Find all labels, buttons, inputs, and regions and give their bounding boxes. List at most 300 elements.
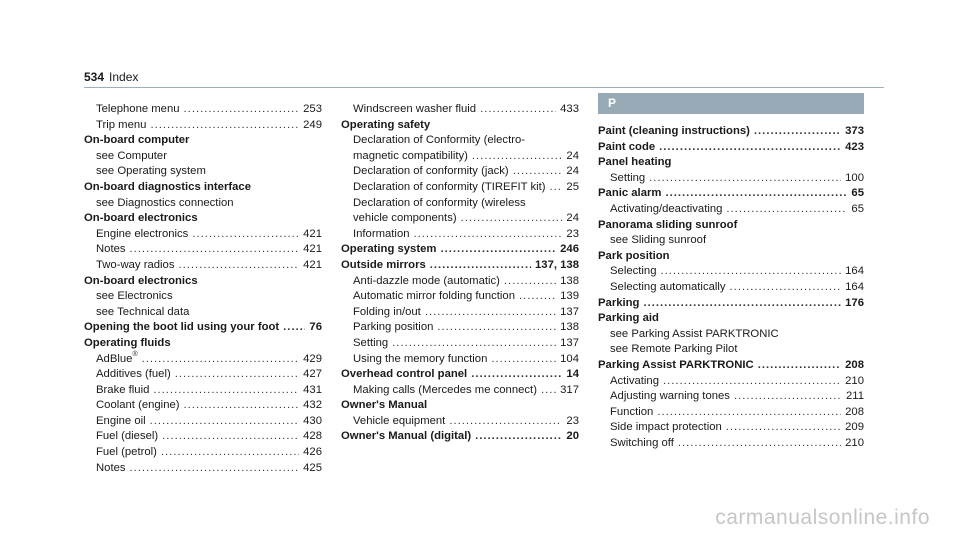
entry-text [96, 352, 138, 368]
page-reference[interactable]: 249 [303, 118, 322, 131]
dot-leader [150, 118, 299, 134]
entry-text [353, 336, 388, 352]
entry-label: Two-way radios [96, 258, 175, 271]
index-subentry [84, 429, 322, 445]
entry-label: see Electronics [96, 290, 173, 303]
page-reference[interactable]: 65 [851, 202, 864, 215]
index-entry-heading [598, 296, 864, 312]
entry-label: Anti-dazzle mode (automatic) [353, 274, 500, 287]
index-entries [598, 124, 864, 451]
dot-leader [392, 336, 556, 352]
index-entry-heading [598, 124, 864, 140]
index-subentry [84, 289, 322, 305]
dot-leader [162, 429, 299, 445]
dot-leader [130, 242, 300, 258]
entry-label: Panic alarm [598, 187, 662, 200]
entry-text [353, 305, 421, 321]
index-subentry [341, 149, 579, 165]
dot-leader [471, 367, 562, 383]
entry-label: vehicle components) [353, 212, 457, 225]
entry-text [96, 398, 180, 414]
page-reference[interactable]: 432 [303, 399, 322, 412]
index-subentry [84, 164, 322, 180]
index-entry-heading [84, 133, 322, 149]
index-column-1 [84, 102, 322, 476]
index-subentry [341, 133, 579, 149]
entry-text [84, 274, 198, 290]
index-subentry [341, 289, 579, 305]
page-reference[interactable]: 209 [845, 421, 864, 434]
dot-leader [142, 352, 300, 368]
entry-text [84, 336, 171, 352]
entry-label: Parking position [353, 321, 434, 334]
dot-leader [519, 289, 556, 305]
entry-text [96, 196, 234, 212]
entry-label: Declaration of Conformity (electro- [353, 134, 526, 147]
dot-leader [734, 389, 842, 405]
entry-text [353, 149, 468, 165]
index-subentry [598, 374, 864, 390]
dot-leader [184, 102, 300, 118]
entry-text [341, 118, 430, 134]
entry-text [610, 264, 656, 280]
entry-text [96, 289, 173, 305]
entry-label: Outside mirrors [341, 258, 426, 271]
dot-leader [161, 445, 299, 461]
page-reference[interactable]: 164 [845, 280, 864, 293]
page-title: Index [109, 70, 139, 84]
entry-text [610, 389, 730, 405]
entry-label: Adjusting warning tones [610, 390, 730, 403]
page-reference[interactable]: 20 [566, 430, 579, 443]
dot-leader [663, 374, 841, 390]
index-subentry [341, 211, 579, 227]
page-reference[interactable]: 176 [845, 296, 864, 309]
dot-leader [414, 227, 563, 243]
entry-label: Selecting automatically [610, 280, 726, 293]
index-subentry [341, 102, 579, 118]
index-subentry [341, 196, 579, 212]
entry-label: Owner's Manual [341, 399, 428, 412]
section-letter-bar: P [598, 93, 864, 114]
index-subentry [84, 196, 322, 212]
entry-label: Switching off [610, 436, 674, 449]
page-reference[interactable]: 253 [303, 103, 322, 115]
page-reference[interactable]: 208 [845, 405, 864, 418]
page-reference[interactable]: 373 [845, 125, 864, 137]
entry-text [598, 249, 670, 265]
entry-text [598, 218, 737, 234]
page-reference[interactable]: 208 [845, 358, 864, 371]
entry-label: Opening the boot lid using your foot [84, 321, 280, 334]
index-entry-heading [341, 367, 579, 383]
page-number: 534 [84, 70, 105, 84]
dot-leader [175, 367, 299, 383]
entry-text [341, 242, 436, 258]
index-subentry [341, 383, 579, 399]
index-subentry [84, 258, 322, 274]
index-entry-heading [598, 186, 864, 202]
dot-leader [643, 296, 841, 312]
page-reference[interactable]: 426 [303, 446, 322, 459]
entry-label: Side impact protection [610, 421, 722, 434]
entry-text [598, 311, 659, 327]
page-reference[interactable]: 429 [303, 352, 322, 365]
index-subentry [84, 445, 322, 461]
dot-leader [153, 383, 299, 399]
entry-label: see Technical data [96, 305, 190, 318]
entry-label: Panel heating [598, 156, 672, 169]
entry-label: On-board electronics [84, 274, 198, 287]
entry-label: Setting [610, 171, 646, 184]
dot-leader [678, 436, 841, 452]
entry-label: On-board electronics [84, 212, 198, 225]
entry-label: Engine oil [96, 414, 146, 427]
dot-leader [184, 398, 300, 414]
entry-text [341, 258, 426, 274]
entry-label: Coolant (engine) [96, 399, 180, 412]
entry-label: see Remote Parking Pilot [610, 343, 738, 356]
entry-text [96, 367, 171, 383]
index-subentry [341, 305, 579, 321]
dot-leader [440, 242, 556, 258]
entry-text [610, 420, 722, 436]
entry-label: Owner's Manual (digital) [341, 430, 472, 443]
index-subentry [598, 264, 864, 280]
entry-label: Overhead control panel [341, 368, 468, 381]
registered-mark: ® [132, 350, 138, 358]
entry-label: Fuel (petrol) [96, 446, 157, 459]
entry-text [598, 358, 754, 374]
page-reference[interactable]: 137 [560, 336, 579, 349]
entry-text [353, 274, 500, 290]
page-reference[interactable]: 14 [566, 368, 579, 381]
entry-label: Using the memory function [353, 352, 488, 365]
dot-leader [726, 420, 841, 436]
entry-label: see Sliding sunroof [610, 234, 707, 247]
page-reference[interactable]: 427 [303, 368, 322, 381]
page-reference[interactable]: 431 [303, 383, 322, 396]
dot-leader [178, 258, 299, 274]
dot-leader [550, 180, 563, 196]
entry-text [84, 320, 279, 336]
entry-label: Notes [96, 243, 126, 256]
entry-label: Declaration of conformity (jack) [353, 165, 509, 178]
entry-label: Making calls (Mercedes me connect) [353, 383, 537, 396]
entry-text [610, 171, 645, 187]
entry-text [96, 149, 167, 165]
index-subentry [341, 336, 579, 352]
entry-label: Additives (fuel) [96, 368, 171, 381]
dot-leader [665, 186, 847, 202]
entry-label: Engine electronics [96, 227, 189, 240]
entry-label: see Computer [96, 149, 167, 162]
dot-leader [660, 264, 841, 280]
entry-label: Paint (cleaning instructions) [598, 125, 750, 137]
index-subentry [598, 171, 864, 187]
index-column-2 [341, 102, 579, 445]
index-entry-heading [341, 398, 579, 414]
dot-leader [449, 414, 562, 430]
index-subentry [341, 164, 579, 180]
entry-text [96, 383, 149, 399]
page-reference[interactable]: 137, 138 [535, 258, 579, 271]
entry-label: AdBlue [96, 352, 133, 365]
page-reference[interactable]: 211 [845, 390, 864, 403]
page-reference[interactable]: 433 [560, 103, 579, 115]
entry-label: Trip menu [96, 118, 147, 131]
index-subentry [84, 305, 322, 321]
page-reference[interactable]: 210 [845, 436, 864, 449]
dot-leader [472, 149, 563, 165]
index-subentry [84, 383, 322, 399]
entry-label: Parking aid [598, 312, 659, 325]
page-reference[interactable]: 23 [566, 227, 579, 240]
index-entry-heading [84, 211, 322, 227]
entry-label: Brake fluid [96, 383, 150, 396]
page-reference[interactable]: 138 [560, 321, 579, 334]
entry-text [598, 296, 639, 312]
page-reference[interactable]: 421 [303, 227, 322, 240]
header-rule [84, 87, 884, 88]
index-subentry [84, 398, 322, 414]
page-header [84, 70, 138, 84]
index-entry-heading [598, 218, 864, 234]
entry-label: Activating/deactivating [610, 202, 723, 215]
index-entry-heading [598, 311, 864, 327]
index-subentry [84, 367, 322, 383]
dot-leader [192, 227, 299, 243]
entry-text [96, 414, 146, 430]
entry-label: Parking Assist PARKTRONIC [598, 358, 754, 371]
entry-text [96, 242, 126, 258]
index-entry-heading [84, 180, 322, 196]
index-subentry [84, 352, 322, 368]
page-reference[interactable]: 246 [560, 243, 579, 256]
index-subentry [341, 227, 579, 243]
entry-label: Selecting [610, 265, 657, 278]
entry-text [84, 211, 198, 227]
dot-leader [430, 258, 531, 274]
entry-label: Operating system [341, 243, 437, 256]
page-reference[interactable]: 24 [566, 165, 579, 178]
page-reference[interactable]: 138 [560, 274, 579, 287]
dot-leader [730, 280, 842, 296]
entry-text [598, 124, 750, 140]
index-subentry [84, 461, 322, 477]
page-reference[interactable]: 421 [303, 243, 322, 256]
page-reference[interactable]: 164 [845, 265, 864, 278]
entry-text [353, 289, 515, 305]
entry-label: On-board computer [84, 134, 190, 147]
dot-leader [150, 414, 300, 430]
entry-text [353, 211, 457, 227]
dot-leader [491, 352, 556, 368]
dot-leader [754, 124, 841, 140]
entry-text [353, 414, 445, 430]
index-subentry [84, 118, 322, 134]
page-reference[interactable]: 25 [566, 180, 579, 193]
entry-text [96, 227, 188, 243]
page-reference[interactable]: 425 [303, 461, 322, 474]
entry-text [353, 227, 410, 243]
entry-label: Panorama sliding sunroof [598, 218, 738, 231]
entry-text [610, 374, 659, 390]
index-entry-heading [84, 336, 322, 352]
index-entry-heading [341, 242, 579, 258]
entry-label: On-board diagnostics interface [84, 180, 251, 193]
entry-text [353, 320, 433, 336]
index-entry-heading [341, 118, 579, 134]
entry-label: Automatic mirror folding function [353, 290, 515, 303]
dot-leader [726, 202, 847, 218]
dot-leader [649, 171, 841, 187]
entry-text [96, 164, 206, 180]
dot-leader [425, 305, 556, 321]
page-reference[interactable]: 423 [845, 140, 864, 153]
entry-text [96, 305, 189, 321]
dot-leader [541, 383, 556, 399]
page-reference[interactable]: 139 [560, 290, 579, 303]
index-subentry [341, 180, 579, 196]
index-subentry [598, 233, 864, 249]
entry-text [84, 133, 189, 149]
index-entry-heading [598, 140, 864, 156]
entry-text [353, 102, 476, 118]
page-reference[interactable]: 24 [566, 212, 579, 225]
entry-text [96, 258, 174, 274]
index-column-3 [598, 93, 864, 451]
entry-label: Declaration of conformity (wireless [353, 196, 526, 209]
index-subentry [84, 149, 322, 165]
page-reference[interactable]: 23 [566, 414, 579, 427]
entry-text [610, 436, 674, 452]
dot-leader [475, 429, 562, 445]
watermark: carmanualsonline.info [715, 506, 930, 529]
entry-text [610, 280, 726, 296]
entry-text [341, 367, 467, 383]
entry-label: see Parking Assist PARKTRONIC [610, 327, 779, 340]
entry-text [96, 118, 146, 134]
entry-label: Paint code [598, 140, 656, 153]
index-subentry [598, 405, 864, 421]
entry-label: Operating fluids [84, 336, 171, 349]
dot-leader [480, 102, 556, 118]
index-subentry [598, 389, 864, 405]
page-reference[interactable]: 430 [303, 414, 322, 427]
page-reference[interactable]: 100 [845, 171, 864, 184]
entry-text [598, 140, 655, 156]
entry-label: Declaration of conformity (TIREFIT kit) [353, 180, 546, 193]
entry-label: see Diagnostics connection [96, 196, 234, 209]
page-reference[interactable]: 76 [309, 321, 322, 334]
dot-leader [659, 140, 841, 156]
entry-text [341, 429, 471, 445]
entry-label: Park position [598, 249, 670, 262]
entry-text [598, 155, 671, 171]
entry-text [353, 383, 537, 399]
entry-text [96, 102, 180, 118]
entry-text [610, 233, 706, 249]
entry-label: Information [353, 227, 410, 240]
index-subentry [598, 420, 864, 436]
index-subentry [598, 342, 864, 358]
dot-leader [461, 211, 563, 227]
page-reference[interactable]: 210 [845, 374, 864, 387]
entry-label: Setting [353, 336, 389, 349]
entry-text [610, 202, 722, 218]
index-subentry [341, 352, 579, 368]
page-reference[interactable]: 65 [851, 187, 864, 200]
index-subentry [341, 274, 579, 290]
dot-leader [130, 461, 300, 477]
index-subentry [84, 102, 322, 118]
index-entry-heading [598, 249, 864, 265]
entry-label: Operating safety [341, 118, 431, 131]
page-reference[interactable]: 24 [566, 149, 579, 162]
entry-text [353, 164, 509, 180]
entry-text [610, 405, 653, 421]
page-reference[interactable]: 317 [560, 383, 579, 396]
entry-text [610, 327, 779, 343]
entry-text [353, 352, 487, 368]
index-entry-heading [341, 429, 579, 445]
index-subentry [341, 414, 579, 430]
index-subentry [598, 327, 864, 343]
entry-text [598, 186, 661, 202]
index-subentry [341, 320, 579, 336]
entry-label: Folding in/out [353, 305, 421, 318]
entry-text [353, 180, 546, 196]
index-entry-heading [84, 320, 322, 336]
entry-text [353, 196, 526, 212]
entry-label: Parking [598, 296, 640, 309]
index-entry-heading [341, 258, 579, 274]
dot-leader [437, 320, 556, 336]
dot-leader [504, 274, 556, 290]
entry-label: see Operating system [96, 165, 206, 178]
page-reference[interactable]: 428 [303, 430, 322, 443]
dot-leader [758, 358, 841, 374]
entry-text [96, 445, 157, 461]
entry-text [341, 398, 427, 414]
entry-text [96, 461, 126, 477]
dot-leader [283, 320, 305, 336]
index-entry-heading [598, 155, 864, 171]
index-subentry [84, 227, 322, 243]
dot-leader [657, 405, 841, 421]
entry-label: Windscreen washer fluid [353, 103, 477, 115]
index-subentry [598, 280, 864, 296]
dot-leader [513, 164, 563, 180]
index-entry-heading [84, 274, 322, 290]
index-subentry [84, 414, 322, 430]
entry-label: Activating [610, 374, 659, 387]
page-reference[interactable]: 421 [303, 258, 322, 271]
entry-text [610, 342, 737, 358]
entry-label: Function [610, 405, 654, 418]
page-reference[interactable]: 137 [560, 305, 579, 318]
entry-text [96, 429, 158, 445]
index-subentry [598, 202, 864, 218]
entry-label: Notes [96, 461, 126, 474]
entry-label: Telephone menu [96, 103, 180, 115]
entry-label: Vehicle equipment [353, 414, 446, 427]
page-reference[interactable]: 104 [560, 352, 579, 365]
entry-label: magnetic compatibility) [353, 149, 468, 162]
index-subentry [598, 436, 864, 452]
entry-label: Fuel (diesel) [96, 430, 159, 443]
